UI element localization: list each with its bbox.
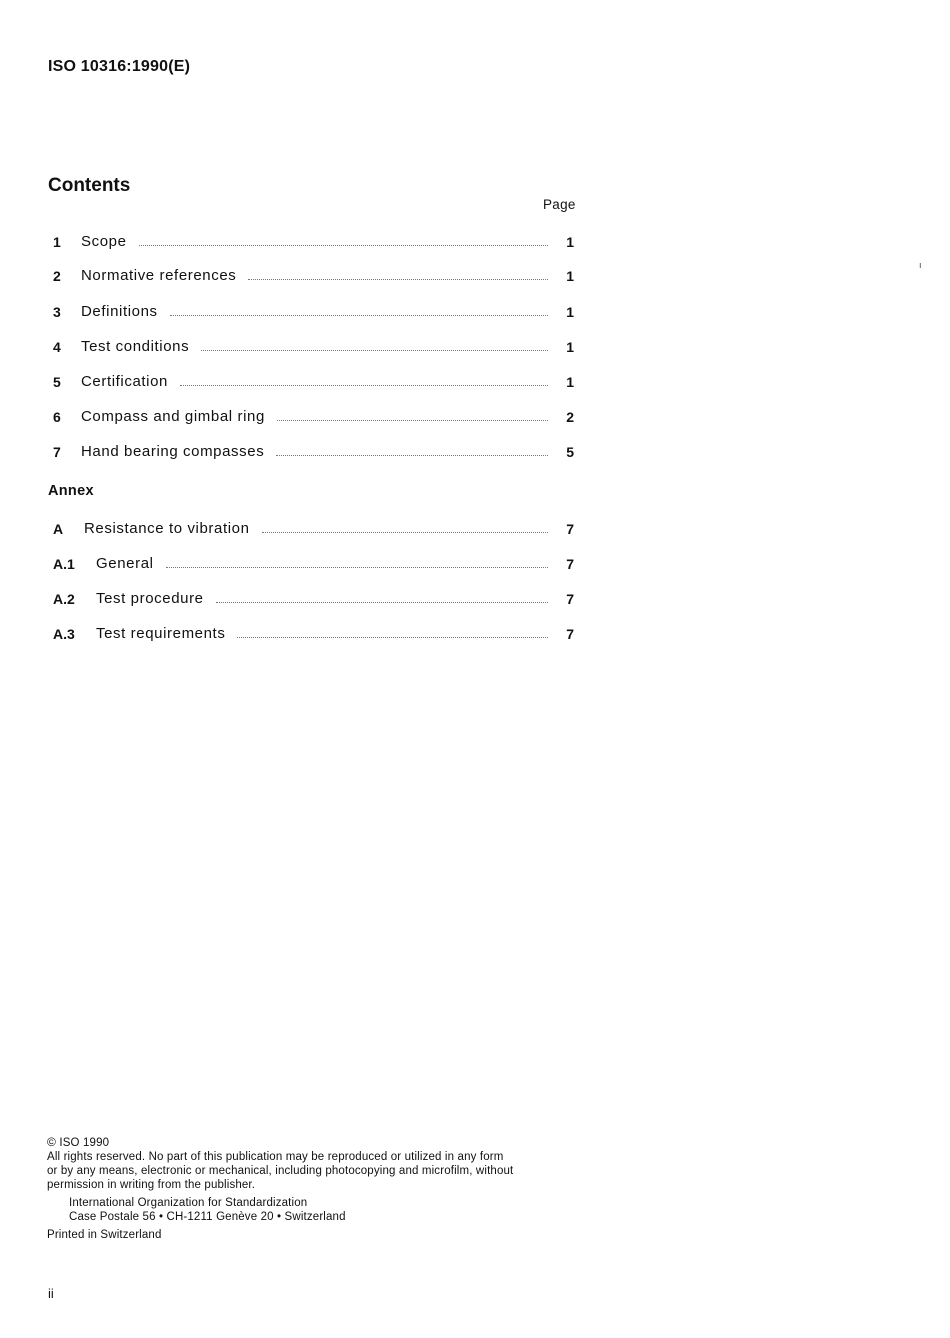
copyright-holder: ISO xyxy=(59,1137,80,1149)
scan-artifact-mark: ı xyxy=(919,260,922,270)
toc-entry-title: Scope xyxy=(81,233,127,250)
toc-entry-scope[interactable] xyxy=(48,230,576,250)
page-number: ii xyxy=(48,1286,54,1301)
toc-entry-page: 7 xyxy=(566,556,574,572)
dot-leader xyxy=(166,566,548,568)
toc-entry-number: 5 xyxy=(53,374,61,390)
copyright-text-line: or by any means, electronic or mechanical, including photocopying and microfilm, without xyxy=(47,1165,514,1177)
dot-leader xyxy=(237,636,548,638)
copyright-text-line: All rights reserved. No part of this publication may be reproduced or utilized in any form xyxy=(47,1151,504,1163)
toc-entry-title: Definitions xyxy=(81,303,158,320)
toc-entry-page: 7 xyxy=(566,521,574,537)
document-id: ISO 10316:1990(E) xyxy=(48,58,191,75)
toc-entry-normative-references[interactable] xyxy=(48,264,576,284)
toc-entry-title: Test conditions xyxy=(81,338,190,355)
toc-entry-title: Normative references xyxy=(81,267,237,284)
dot-leader xyxy=(201,349,548,351)
toc-entry-page: 7 xyxy=(566,626,574,642)
copyright-notice xyxy=(47,1135,587,1242)
dot-leader xyxy=(139,244,548,246)
toc-entry-definitions[interactable] xyxy=(48,300,576,320)
toc-entry-title: Hand bearing compasses xyxy=(81,443,265,460)
toc-entry-test-procedure[interactable] xyxy=(48,587,576,607)
toc-entry-test-requirements[interactable] xyxy=(48,622,576,642)
toc-entry-title: Compass and gimbal ring xyxy=(81,408,265,425)
dot-leader xyxy=(248,278,548,280)
dot-leader xyxy=(180,384,548,386)
toc-entry-title: Test procedure xyxy=(96,590,204,607)
printed-in: Printed in Switzerland xyxy=(47,1229,162,1241)
toc-entry-page: 5 xyxy=(566,444,574,460)
copyright-symbol: © xyxy=(47,1135,56,1149)
toc-entry-hand-bearing-compasses[interactable] xyxy=(48,440,576,460)
dot-leader xyxy=(216,601,548,603)
toc-entry-resistance-to-vibration[interactable] xyxy=(48,517,576,537)
toc-entry-compass-and-gimbal-ring[interactable] xyxy=(48,405,576,425)
copyright-header xyxy=(47,1135,587,1150)
dot-leader xyxy=(276,454,548,456)
toc-entry-page: 7 xyxy=(566,591,574,607)
annex-heading: Annex xyxy=(48,483,94,499)
toc-entry-page: 1 xyxy=(566,234,574,250)
toc-entry-number: 1 xyxy=(53,234,61,250)
toc-entry-title: General xyxy=(96,555,154,572)
toc-entry-certification[interactable] xyxy=(48,370,576,390)
toc-entry-number: 4 xyxy=(53,339,61,355)
toc-entry-page: 1 xyxy=(566,339,574,355)
copyright-text-line: permission in writing from the publisher. xyxy=(47,1179,256,1191)
toc-entry-page: 1 xyxy=(566,268,574,284)
publisher-address: Case Postale 56 • CH-1211 Genève 20 • Switzerland xyxy=(69,1211,346,1223)
copyright-year: 1990 xyxy=(82,1137,110,1149)
toc-entry-number: A.1 xyxy=(53,556,75,572)
toc-entry-page: 2 xyxy=(566,409,574,425)
contents-title: Contents xyxy=(48,175,131,196)
toc-entry-test-conditions[interactable] xyxy=(48,335,576,355)
dot-leader xyxy=(170,314,548,316)
toc-entry-number: A.2 xyxy=(53,591,75,607)
toc-entry-page: 1 xyxy=(566,304,574,320)
toc-entry-number: 7 xyxy=(53,444,61,460)
publisher-organization: International Organization for Standardization xyxy=(69,1197,308,1209)
toc-entry-number: A xyxy=(53,521,64,537)
toc-entry-title: Resistance to vibration xyxy=(84,520,250,537)
dot-leader xyxy=(262,531,548,533)
toc-entry-number: 6 xyxy=(53,409,61,425)
toc-entry-number: 2 xyxy=(53,268,61,284)
toc-entry-page: 1 xyxy=(566,374,574,390)
dot-leader xyxy=(277,419,548,421)
page-column-label: Page xyxy=(543,197,576,212)
toc-entry-general[interactable] xyxy=(48,552,576,572)
toc-entry-number: 3 xyxy=(53,304,61,320)
toc-entry-title: Test requirements xyxy=(96,625,226,642)
toc-entry-number: A.3 xyxy=(53,626,75,642)
toc-entry-title: Certification xyxy=(81,373,168,390)
